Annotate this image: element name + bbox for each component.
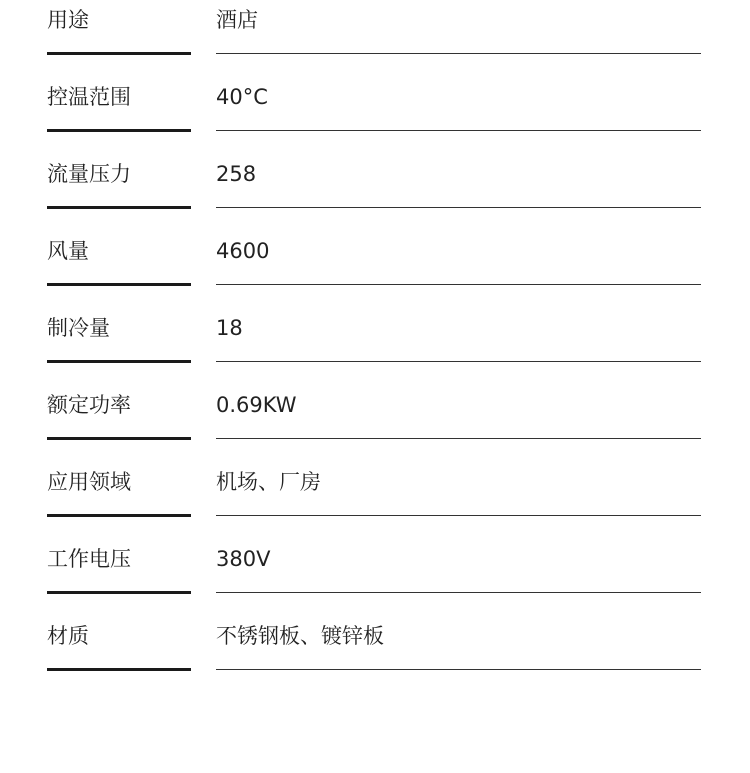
spec-row-air-volume bbox=[0, 231, 750, 308]
spec-label: 应用领域 bbox=[47, 470, 131, 494]
spec-row-cooling-capacity bbox=[0, 308, 750, 385]
value-divider bbox=[216, 207, 701, 208]
label-divider bbox=[47, 283, 191, 286]
spec-label: 材质 bbox=[47, 624, 89, 648]
label-divider bbox=[47, 129, 191, 132]
spec-row-application bbox=[0, 462, 750, 539]
value-divider bbox=[216, 130, 701, 131]
spec-row-material bbox=[0, 616, 750, 693]
spec-label: 风量 bbox=[47, 239, 89, 263]
label-divider bbox=[47, 360, 191, 363]
spec-label: 额定功率 bbox=[47, 393, 131, 417]
label-divider bbox=[47, 206, 191, 209]
value-divider bbox=[216, 592, 701, 593]
spec-row-rated-power bbox=[0, 385, 750, 462]
label-divider bbox=[47, 668, 191, 671]
spec-value: 酒店 bbox=[216, 8, 258, 32]
label-divider bbox=[47, 514, 191, 517]
label-divider bbox=[47, 52, 191, 55]
spec-value: 不锈钢板、镀锌板 bbox=[216, 624, 384, 648]
spec-label: 控温范围 bbox=[47, 85, 131, 109]
value-divider bbox=[216, 669, 701, 670]
value-divider bbox=[216, 53, 701, 54]
value-divider bbox=[216, 515, 701, 516]
value-divider bbox=[216, 438, 701, 439]
spec-row-temperature-range bbox=[0, 77, 750, 154]
spec-value: 4600 bbox=[216, 239, 270, 263]
value-divider bbox=[216, 361, 701, 362]
spec-label: 流量压力 bbox=[47, 162, 131, 186]
spec-value: 40°C bbox=[216, 85, 268, 109]
spec-value: 机场、厂房 bbox=[216, 470, 321, 494]
spec-value: 18 bbox=[216, 316, 243, 340]
spec-label: 工作电压 bbox=[47, 547, 131, 571]
value-divider bbox=[216, 284, 701, 285]
spec-row-usage bbox=[0, 0, 750, 77]
spec-value: 0.69KW bbox=[216, 393, 297, 417]
spec-value: 380V bbox=[216, 547, 271, 571]
spec-value: 258 bbox=[216, 162, 257, 186]
spec-row-working-voltage bbox=[0, 539, 750, 616]
label-divider bbox=[47, 591, 191, 594]
spec-label: 用途 bbox=[47, 8, 89, 32]
label-divider bbox=[47, 437, 191, 440]
spec-row-flow-pressure bbox=[0, 154, 750, 231]
spec-label: 制冷量 bbox=[47, 316, 110, 340]
